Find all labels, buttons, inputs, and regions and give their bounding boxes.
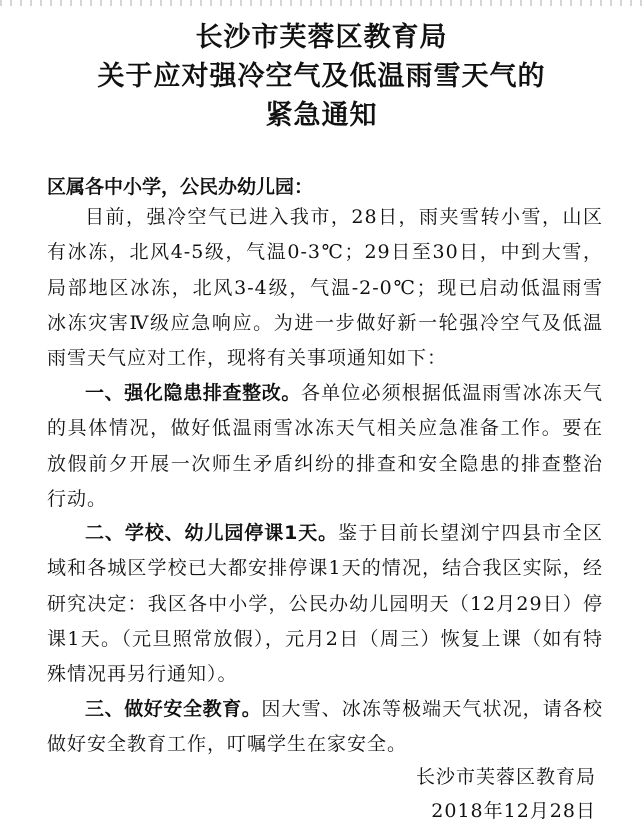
item-2-paragraph — [47, 516, 603, 692]
item-3-body: 因大雪、冰冻等极端天气状况，请各校做好安全教育工作，叮嘱学生在家安全。 — [47, 698, 603, 756]
item-1-body: 各单位必须根据低温雨雪冰冻天气的具体情况，做好低温雨雪冰冻天气相关应急准备工作。要在放假前夕开展一次师生矛盾纠纷的排查和安全隐患的排查整治行动。 — [47, 382, 603, 510]
title-line-3: 紧急通知 — [265, 100, 378, 131]
salutation: 区属各中小学，公民办幼儿园： — [47, 176, 314, 198]
item-2-heading: 二、学校、幼儿园停课1天。 — [85, 522, 339, 544]
item-3-heading: 三、做好安全教育。 — [85, 698, 262, 720]
title-line-2: 关于应对强冷空气及低温雨雪天气的 — [97, 61, 546, 92]
title-line-1: 长沙市芙蓉区教育局 — [195, 22, 448, 53]
intro-paragraph: 目前，强冷空气已进入我市，28日，雨夹雪转小雪，山区有冰冻，北风4-5级，气温0-3℃；29日至30日，中到大雪，局部地区冰冻，北风3-4级，气温-2-0℃；现已启动低温雨雪冰冻灾害Ⅳ级应急响应。为进一步做好新一轮强冷空气及低温雨雪天气应对工作，现将有关事项通知如下： — [47, 206, 603, 370]
item-2-body: 鉴于目前长望浏宁四县市全区域和各城区学校已大都安排停课1天的情况，结合我区实际，经研究决定：我区各中小学，公民办幼儿园明天（12月29日）停课1天。（元旦照常放假），元月2日（周三）恢复上课（如有特殊情况再另行通知）。 — [47, 522, 603, 686]
signature: 长沙市芙蓉区教育局 — [415, 766, 596, 788]
item-1-paragraph — [47, 376, 603, 517]
item-3-paragraph — [47, 692, 603, 763]
item-1-heading: 一、强化隐患排查整改。 — [85, 382, 302, 404]
issue-date: 2018年12月28日 — [431, 800, 596, 822]
